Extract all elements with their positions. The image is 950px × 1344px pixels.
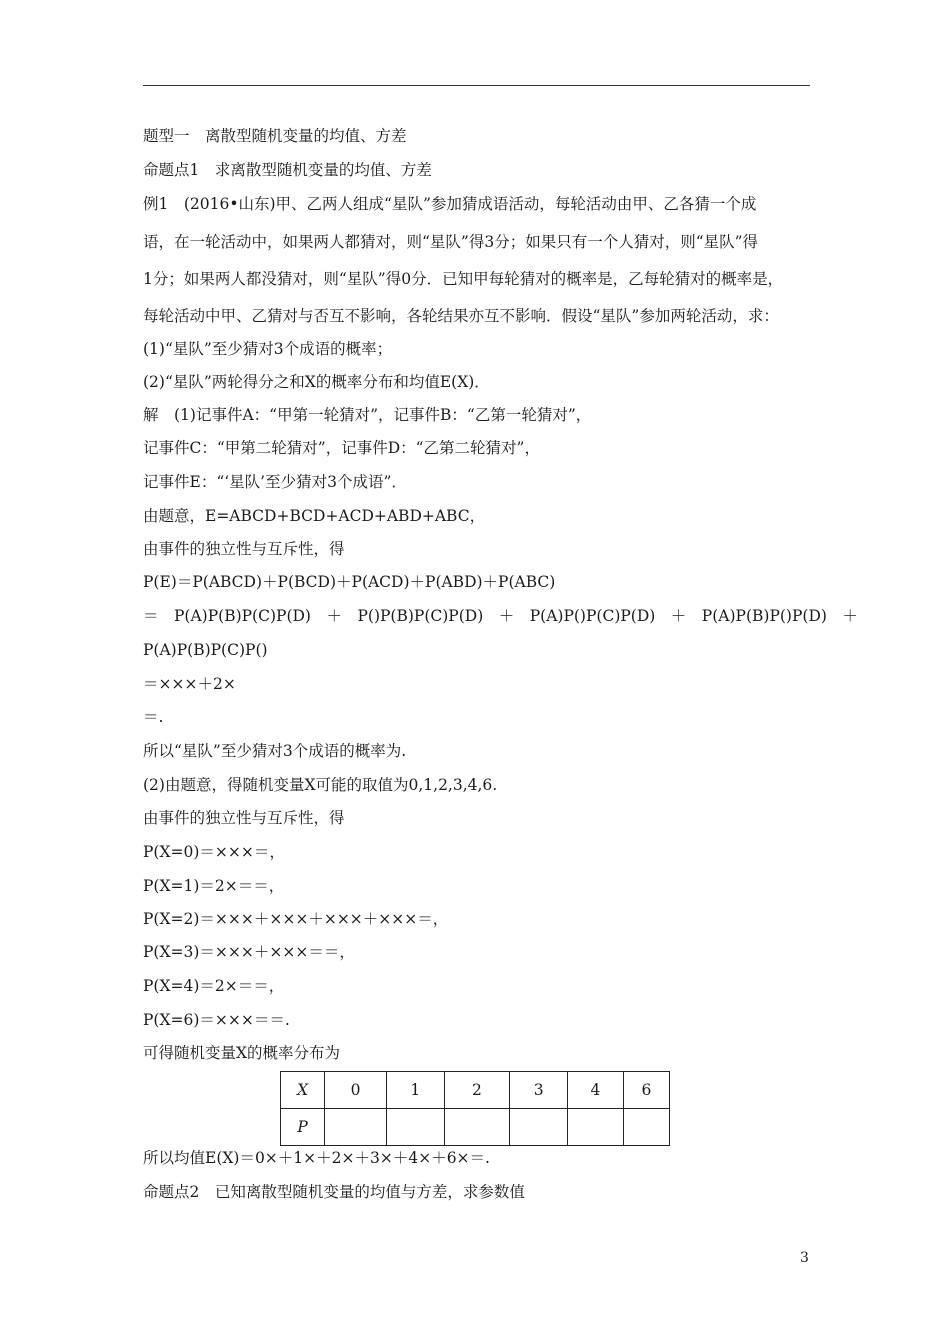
table-cell-prob [568,1109,624,1146]
solution-line-2: 记事件C：“甲第二轮猜对”，记事件D：“乙第二轮猜对”， [143,439,540,457]
problem-line-4: 每轮活动中甲、乙猜对与否互不影响，各轮结果亦互不影响．假设“星队”参加两轮活动，求： [143,307,779,325]
solution-line-6: P(E)＝P(ABCD)＋P(BCD)＋P(ACD)＋P(ABD)＋P(ABC) [143,573,556,591]
problem-line-3: 1分；如果两人都没猜对，则“星队”得0分．已知甲每轮猜对的概率是，乙每轮猜对的概率是， [143,270,784,288]
solution-line-3: 记事件E：“‘星队’至少猜对3个成语”． [143,473,407,491]
distribution-intro: 可得随机变量X的概率分布为 [143,1044,341,1062]
solution-line-9: ＝×××＋2× [143,675,236,693]
header-rule [143,85,810,86]
solution-line-10: ＝. [143,708,164,726]
solution-line-11: 所以“星队”至少猜对3个成语的概率为. [143,742,407,760]
solution-line-7: ＝ P(A)P(B)P(C)P(D) ＋ P()P(B)P(C)P(D) ＋ P(A)P()P(C)P(D) ＋ P(A)P(B)P()P(D) ＋ [143,607,858,625]
distribution-table [280,1071,670,1146]
probability-x6: P(X=6)＝×××＝＝. [143,1011,290,1029]
solution-line-12: (2)由题意，得随机变量X可能的取值为0,1,2,3,4,6. [143,776,498,794]
probability-x0: P(X=0)＝×××＝， [143,843,285,861]
probability-x3: P(X=3)＝×××＋×××＝＝， [143,943,355,961]
probability-x1: P(X=1)＝2×＝＝， [143,877,285,895]
table-cell-value: 3 [510,1072,568,1109]
solution-line-13: 由事件的独立性与互斥性，得 [143,809,345,827]
problem-line-2: 语，在一轮活动中，如果两人都猜对，则“星队”得3分；如果只有一个人猜对，则“星队”得 [143,233,759,251]
probability-x2: P(X=2)＝×××＋×××＋×××＋×××＝， [143,910,449,928]
table-cell-prob [444,1109,510,1146]
table-cell-prob [510,1109,568,1146]
expectation-line: 所以均值E(X)＝0×＋1×＋2×＋3×＋4×＋6×＝. [143,1149,490,1167]
solution-line-5: 由事件的独立性与互斥性，得 [143,540,345,558]
table-cell-prob [386,1109,444,1146]
problem-line-1: 例1 (2016•山东)甲、乙两人组成“星队”参加猜成语活动，每轮活动由甲、乙各猜一个成 [143,195,757,213]
table-row [281,1109,670,1146]
solution-line-1: 解 (1)记事件A：“甲第一轮猜对”，记事件B：“乙第一轮猜对”， [143,406,592,424]
table-header-x: X [281,1072,325,1109]
table-cell-value: 0 [325,1072,387,1109]
next-subsection-heading: 命题点2 已知离散型随机变量的均值与方差，求参数值 [143,1183,525,1201]
table-cell-value: 1 [386,1072,444,1109]
table-cell-prob [325,1109,387,1146]
solution-line-4: 由题意，E=ABCD+BCD+ACD+ABD+ABC， [143,507,486,525]
table-cell-value: 4 [568,1072,624,1109]
table-header-p: P [281,1109,325,1146]
solution-line-8: P(A)P(B)P(C)P() [143,641,268,659]
page-number: 3 [800,1250,809,1266]
table-cell-value: 6 [623,1072,669,1109]
question-2: (2)“星队”两轮得分之和X的概率分布和均值E(X)． [143,373,490,391]
table-row [281,1072,670,1109]
question-1: (1)“星队”至少猜对3个成语的概率； [143,340,393,358]
subsection-heading: 命题点1 求离散型随机变量的均值、方差 [143,161,432,179]
section-heading: 题型一 离散型随机变量的均值、方差 [143,127,407,145]
table-cell-prob [623,1109,669,1146]
table-cell-value: 2 [444,1072,510,1109]
probability-x4: P(X=4)＝2×＝＝， [143,977,285,995]
